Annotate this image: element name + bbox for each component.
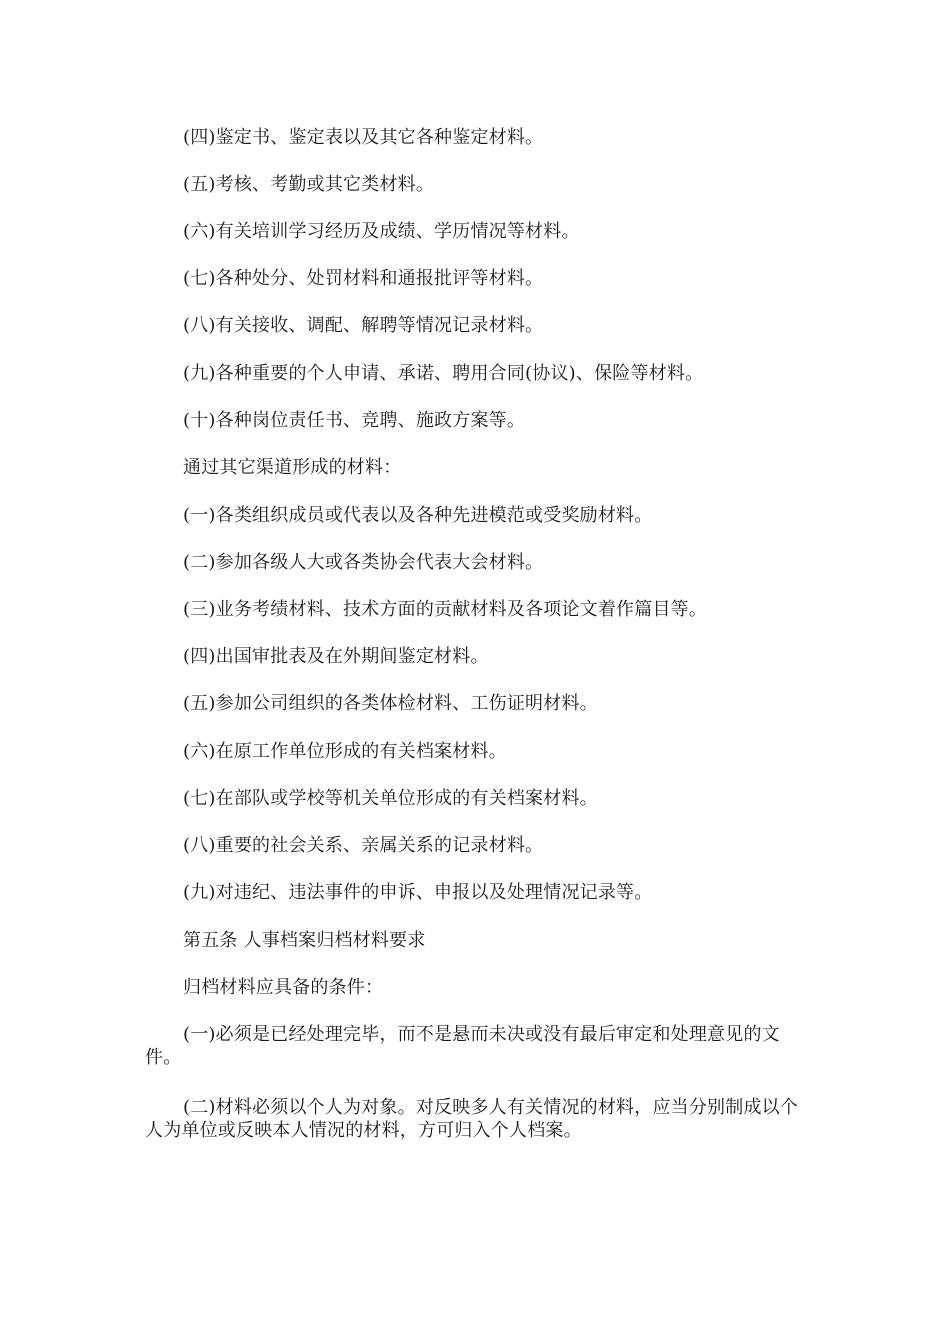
text-line: (四)鉴定书、鉴定表以及其它各种鉴定材料。 <box>183 127 544 148</box>
text-line: (五)参加公司组织的各类体检材料、工伤证明材料。 <box>183 693 598 714</box>
text-line: (二)参加各级人大或各类协会代表大会材料。 <box>183 552 544 573</box>
text-line: (一)各类组织成员或代表以及各种先进模范或受奖励材料。 <box>183 505 653 526</box>
text-line: (四)出国审批表及在外期间鉴定材料。 <box>183 646 489 667</box>
text-line: (七)在部队或学校等机关单位形成的有关档案材料。 <box>183 788 598 809</box>
paragraph: (二)材料必须以个人为对象。对反映多人有关情况的材料，应当分别制成以个人为单位或反映本人情况的材料，方可归入个人档案。 <box>145 1097 799 1141</box>
text-line: (六)在原工作单位形成的有关档案材料。 <box>183 741 507 762</box>
text-line: (六)有关培训学习经历及成绩、学历情况等材料。 <box>183 221 580 242</box>
article-heading: 第五条 人事档案归档材料要求 <box>183 930 426 951</box>
text-line: (十)各种岗位责任书、竞聘、施政方案等。 <box>183 410 526 431</box>
text-line: (九)对违纪、违法事件的申诉、申报以及处理情况记录等。 <box>183 882 653 903</box>
text-line: 归档材料应具备的条件： <box>183 977 384 998</box>
text-line: (五)考核、考勤或其它类材料。 <box>183 174 435 195</box>
paragraph: (一)必须是已经处理完毕，而不是悬而未决或没有最后审定和处理意见的文件。 <box>145 1024 780 1068</box>
text-line: (九)各种重要的个人申请、承诺、聘用合同(协议)、保险等材料。 <box>183 363 704 384</box>
text-line: (八)有关接收、调配、解聘等情况记录材料。 <box>183 315 544 336</box>
text-line: (七)各种处分、处罚材料和通报批评等材料。 <box>183 268 544 289</box>
section-heading: 通过其它渠道形成的材料： <box>183 457 402 478</box>
text-line: (八)重要的社会关系、亲属关系的记录材料。 <box>183 835 544 856</box>
text-line: (三)业务考绩材料、技术方面的贡献材料及各项论文着作篇目等。 <box>183 599 708 620</box>
